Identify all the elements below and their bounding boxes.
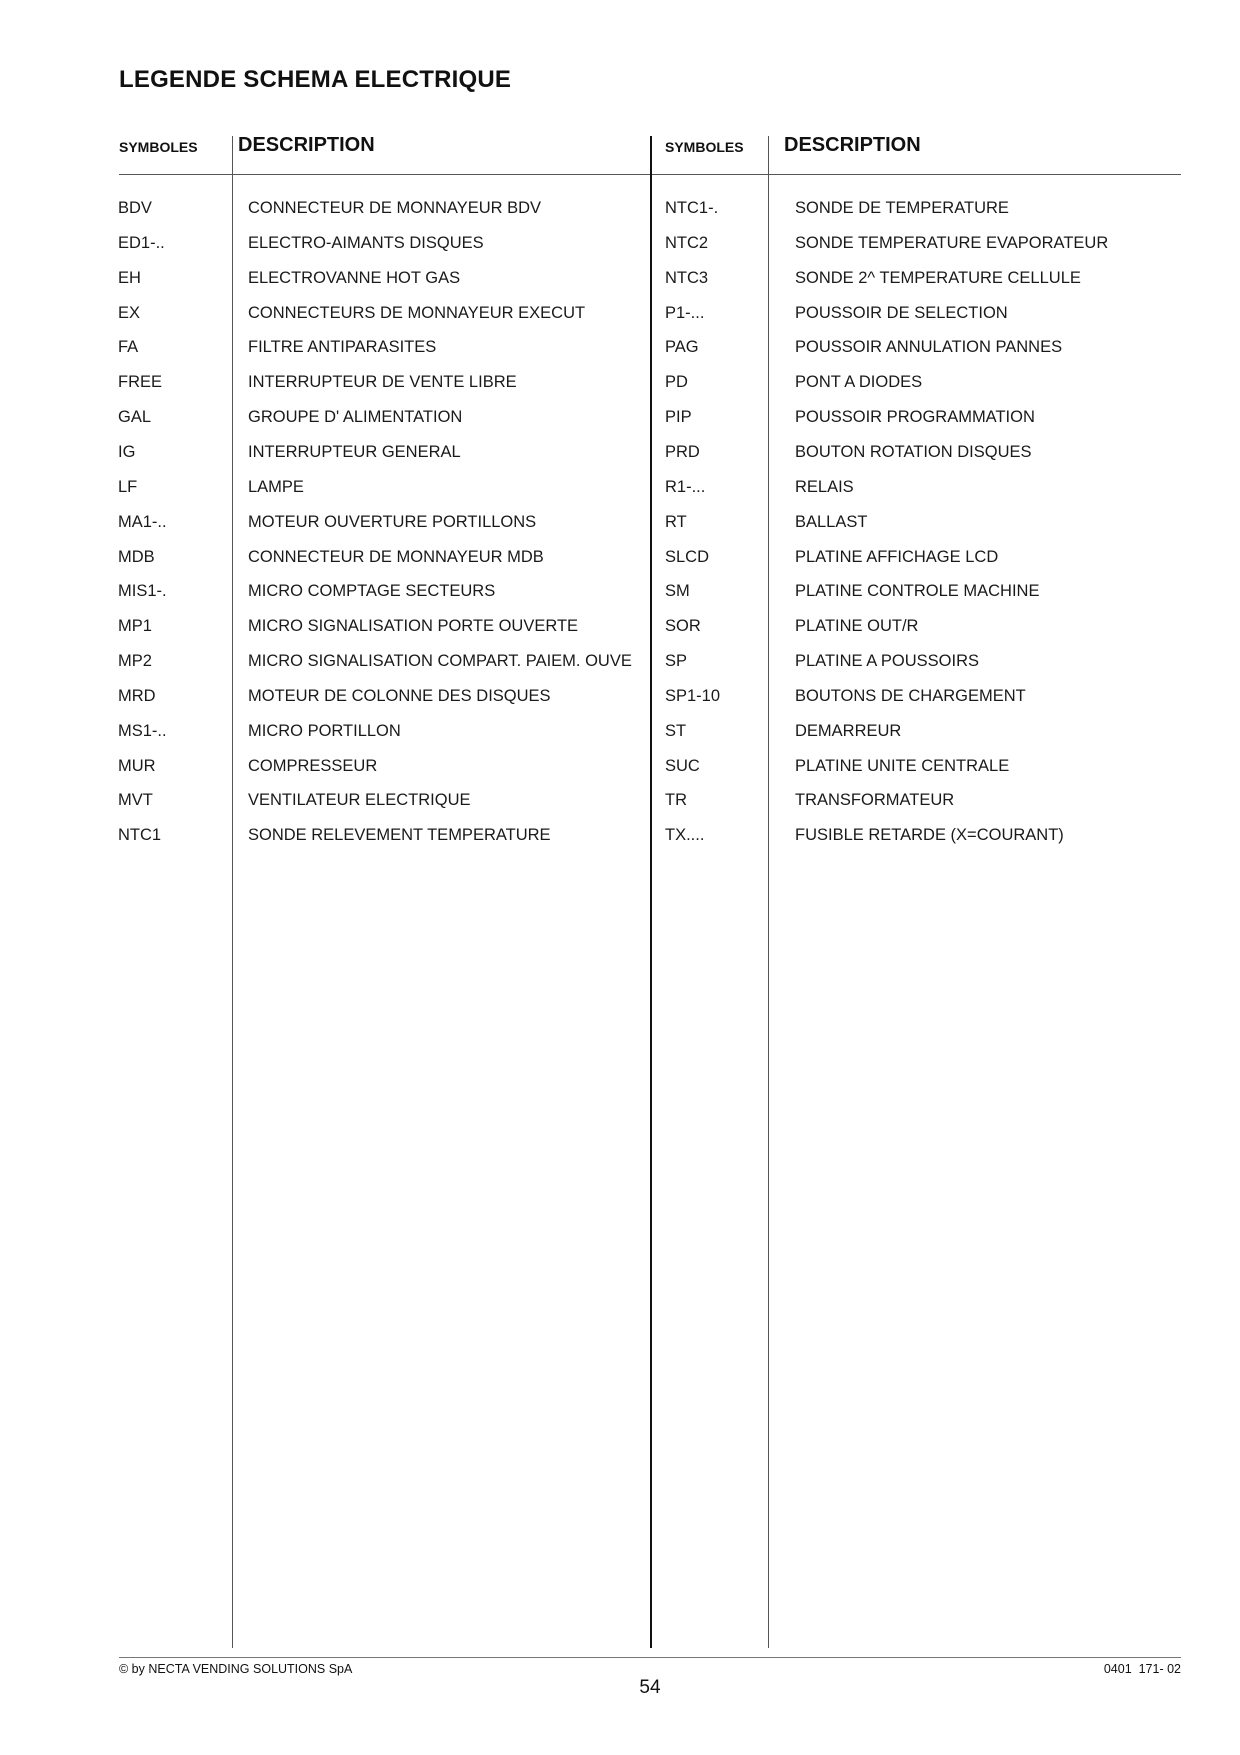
legend-symbol: SLCD — [665, 547, 710, 566]
legend-symbol: PD — [665, 373, 688, 392]
legend-row — [0, 512, 1240, 547]
legend-symbol: MRD — [118, 686, 156, 705]
legend-description: MICRO SIGNALISATION PORTE OUVERTE — [248, 617, 579, 636]
legend-description: CONNECTEUR DE MONNAYEUR BDV — [248, 199, 542, 217]
legend-symbol: NTC2 — [665, 233, 709, 252]
legend-symbol: SP1-10 — [665, 686, 721, 705]
copyright-notice: © by NECTA VENDING SOLUTIONS SpA — [119, 1662, 353, 1676]
legend-description: SONDE DE TEMPERATURE — [795, 199, 1009, 217]
legend-symbol: BDV — [118, 199, 152, 217]
legend-description: MICRO COMPTAGE SECTEURS — [248, 582, 496, 601]
legend-symbol: MVT — [118, 791, 153, 810]
legend-symbol: MIS1-. — [118, 582, 167, 601]
legend-row — [0, 372, 1240, 407]
legend-symbol: TR — [665, 791, 687, 810]
legend-description: PLATINE OUT/R — [795, 617, 919, 636]
legend-description: SONDE RELEVEMENT TEMPERATURE — [248, 826, 551, 845]
legend-description: COMPRESSEUR — [248, 756, 378, 775]
footer-divider — [119, 1657, 1181, 1658]
legend-description: MOTEUR OUVERTURE PORTILLONS — [248, 512, 537, 531]
legend-description: LAMPE — [248, 477, 304, 496]
legend-description: TRANSFORMATEUR — [795, 791, 955, 810]
legend-symbol: NTC1 — [118, 826, 162, 845]
legend-symbol: EX — [118, 303, 141, 322]
legend-symbol: FREE — [118, 373, 163, 392]
legend-description: CONNECTEURS DE MONNAYEUR EXECUT — [248, 303, 586, 322]
legend-row — [0, 198, 1240, 233]
description-header-right: DESCRIPTION — [784, 134, 921, 156]
legend-symbol: RT — [665, 512, 687, 531]
legend-row — [0, 581, 1240, 616]
legend-description: ELECTROVANNE HOT GAS — [248, 268, 461, 287]
legend-description: MOTEUR DE COLONNE DES DISQUES — [248, 686, 551, 705]
legend-description: CONNECTEUR DE MONNAYEUR MDB — [248, 547, 544, 566]
legend-description: PLATINE AFFICHAGE LCD — [795, 547, 999, 566]
page-title: LEGENDE SCHEMA ELECTRIQUE — [119, 66, 512, 93]
legend-symbol: SOR — [665, 617, 701, 636]
legend-row — [0, 721, 1240, 756]
legend-symbol: ST — [665, 721, 687, 740]
legend-symbol: ED1-.. — [118, 233, 165, 252]
legend-description: VENTILATEUR ELECTRIQUE — [248, 791, 471, 810]
legend-row — [0, 616, 1240, 651]
legend-symbol: PAG — [665, 338, 699, 357]
legend-description: POUSSOIR DE SELECTION — [795, 303, 1008, 322]
legend-row — [0, 268, 1240, 303]
legend-row — [0, 547, 1240, 582]
legend-row — [0, 756, 1240, 791]
legend-symbol: FA — [118, 338, 139, 357]
legend-description: INTERRUPTEUR GENERAL — [248, 442, 461, 461]
legend-row — [0, 686, 1240, 721]
legend-description: SONDE 2^ TEMPERATURE CELLULE — [795, 268, 1081, 287]
legend-symbol: MP1 — [118, 617, 152, 636]
legend-symbol: GAL — [118, 408, 152, 427]
legend-description: PLATINE UNITE CENTRALE — [795, 756, 1010, 775]
legend-description: GROUPE D' ALIMENTATION — [248, 408, 463, 427]
legend-description: BOUTONS DE CHARGEMENT — [795, 686, 1026, 705]
legend-description: PONT A DIODES — [795, 373, 923, 392]
legend-symbol: P1-... — [665, 303, 705, 322]
legend-symbol: NTC1-. — [665, 199, 719, 217]
legend-description: POUSSOIR PROGRAMMATION — [795, 408, 1035, 427]
legend-description: FILTRE ANTIPARASITES — [248, 338, 437, 357]
legend-row — [0, 337, 1240, 372]
legend-symbol: MP2 — [118, 652, 152, 671]
legend-description: BOUTON ROTATION DISQUES — [795, 442, 1032, 461]
legend-symbol: PRD — [665, 442, 700, 461]
legend-row — [0, 825, 1240, 860]
legend-row — [0, 477, 1240, 512]
legend-description: PLATINE CONTROLE MACHINE — [795, 582, 1040, 601]
legend-symbol: PIP — [665, 408, 692, 427]
legend-description: POUSSOIR ANNULATION PANNES — [795, 338, 1063, 357]
document-code: 0401 171- 02 — [1103, 1662, 1181, 1676]
legend-description: FUSIBLE RETARDE (X=COURANT) — [795, 826, 1064, 845]
legend-symbol: SM — [665, 582, 690, 601]
legend-symbol: TX.... — [665, 826, 705, 845]
legend-row — [0, 303, 1240, 338]
legend-symbol: MUR — [118, 756, 156, 775]
legend-row — [0, 442, 1240, 477]
legend-symbol: NTC3 — [665, 268, 709, 287]
legend-row — [0, 651, 1240, 686]
page-number: 54 — [639, 1677, 661, 1698]
legend-symbol: SP — [665, 652, 688, 671]
legend-description: ELECTRO-AIMANTS DISQUES — [248, 233, 484, 252]
legend-symbol: R1-... — [665, 477, 706, 496]
legend-symbol: MS1-.. — [118, 721, 167, 740]
legend-description: DEMARREUR — [795, 721, 902, 740]
legend-symbol: EH — [118, 268, 141, 287]
legend-symbol: IG — [118, 442, 136, 461]
legend-symbol: MA1-.. — [118, 512, 167, 531]
symbols-header-left: SYMBOLES — [119, 139, 198, 155]
legend-row — [0, 233, 1240, 268]
legend-description: RELAIS — [795, 477, 854, 496]
legend-description: MICRO SIGNALISATION COMPART. PAIEM. OUVE — [248, 652, 632, 671]
legend-description: MICRO PORTILLON — [248, 721, 401, 740]
legend-description: INTERRUPTEUR DE VENTE LIBRE — [248, 373, 517, 392]
legend-row — [0, 407, 1240, 442]
legend-symbol: SUC — [665, 756, 700, 775]
symbols-header-right: SYMBOLES — [665, 139, 744, 155]
legend-description: PLATINE A POUSSOIRS — [795, 652, 980, 671]
legend-symbol: LF — [118, 477, 138, 496]
legend-description: BALLAST — [795, 512, 868, 531]
legend-symbol: MDB — [118, 547, 155, 566]
legend-description: SONDE TEMPERATURE EVAPORATEUR — [795, 233, 1109, 252]
legend-row — [0, 790, 1240, 825]
description-header-left: DESCRIPTION — [238, 134, 375, 156]
